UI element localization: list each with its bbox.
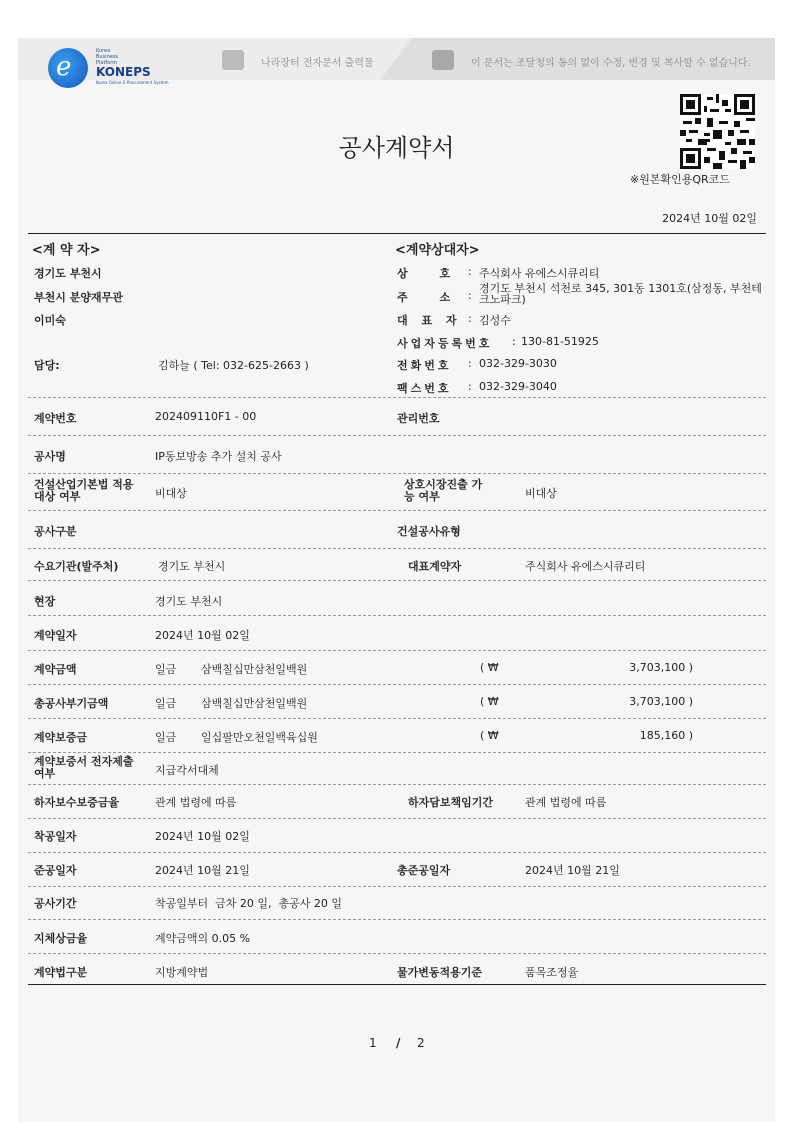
logo-sub-line-1: Korea [96, 48, 111, 54]
document-title: 공사계약서 [338, 134, 455, 162]
bond-number: 185,160 ) [639, 729, 693, 742]
copy-notice: 이 문서는 조달청의 동의 없이 수정, 변경 및 복사할 수 없습니다. [471, 58, 751, 69]
contract-no-value: 202409110F1 - 00 [155, 410, 257, 423]
mutual-label: 상호시장진출 가능 여부 [404, 478, 483, 503]
rep-value: 주식회사 유에스시큐리티 [525, 560, 646, 573]
total-end-value: 2024년 10월 21일 [525, 864, 620, 877]
contractor-line-1: 경기도 부천시 [34, 267, 102, 280]
total-end-label: 총준공일자 [397, 864, 451, 877]
delay-value: 계약금액의 0.05 % [155, 932, 251, 945]
amount-number: 3,703,100 ) [629, 661, 693, 674]
delay-label: 지체상금율 [34, 932, 88, 945]
contact-label: 담당: [34, 359, 60, 372]
end-value: 2024년 10월 21일 [155, 864, 250, 877]
start-label: 착공일자 [34, 830, 77, 843]
total-label: 총공사부기금액 [34, 697, 109, 710]
document-print-icon [222, 50, 244, 70]
defect-label: 하자보수보증금율 [34, 796, 120, 809]
start-value: 2024년 10월 02일 [155, 830, 250, 843]
printer-icon [432, 50, 454, 70]
price-label: 물가변동적용기준 [397, 966, 483, 979]
constr-law-value: 비대상 [155, 487, 187, 500]
ebond-label: 계약보증서 전자제출여부 [34, 755, 134, 780]
top-rule [28, 233, 766, 234]
client-label: 수요기관(발주처) [34, 560, 119, 573]
contractor-heading: <계 약 자> [32, 243, 101, 258]
qr-note: ※원본확인용QR코드 [630, 173, 730, 186]
period-value: 착공일부터 금차 20 일, 총공사 20 일 [155, 897, 342, 910]
amount-words: 삼백칠십만삼천일백원 [201, 663, 308, 676]
bond-prefix: 일금 [155, 731, 177, 744]
bond-open: ( ₩ [480, 729, 499, 742]
cp-value-bizno: 130-81-51925 [521, 335, 599, 348]
price-value: 품목조정율 [525, 966, 579, 979]
logo-bottom: Korea Online E-Procurement System [96, 80, 169, 85]
amount-open: ( ₩ [480, 661, 499, 674]
page-separator: / [396, 1036, 401, 1050]
cp-label-phone: 전화번호 [397, 359, 452, 372]
bond-words: 일십팔만오천일백육십원 [201, 731, 318, 744]
total-open: ( ₩ [480, 695, 499, 708]
total-words: 삼백칠십만삼천일백원 [201, 697, 308, 710]
total-number: 3,703,100 ) [629, 695, 693, 708]
liability-label: 하자담보책임기간 [408, 796, 494, 809]
type-label: 건설공사유형 [397, 525, 461, 538]
total-prefix: 일금 [155, 697, 177, 710]
cp-value-name: 주식회사 유에스시큐리티 [479, 267, 600, 280]
ebond-value: 지급각서대체 [155, 764, 219, 777]
project-label: 공사명 [34, 450, 66, 463]
logo-sub-line-2: Business [96, 54, 119, 60]
mutual-value: 비대상 [525, 487, 557, 500]
bottom-rule [28, 984, 766, 985]
document-date: 2024년 10월 02일 [662, 212, 757, 225]
contract-date-value: 2024년 10월 02일 [155, 629, 250, 642]
cp-value-phone: 032-329-3030 [479, 357, 557, 370]
cp-value-address: 경기도 부천시 석천로 345, 301동 1301호(삼정동, 부천테크노파크) [479, 282, 762, 306]
mgmt-no-label: 관리번호 [397, 412, 440, 425]
logo-sub-line-3: Platform [96, 60, 118, 66]
print-label: 나라장터 전자문서 출력물 [261, 58, 374, 69]
qr-code-icon [680, 94, 755, 169]
amount-label: 계약금액 [34, 663, 77, 676]
site-value: 경기도 부천시 [155, 595, 223, 608]
amount-prefix: 일금 [155, 663, 177, 676]
document-sheet: e Korea Business Platform KONEPS Korea Online E-Procurement System 나라장터 전자문서 출력물 이 문서는 조달청의 동의 없이 수정, 변경 및 복사할 수 없습니다. 공사계약서 ※원본확인용QR코드 2024년 10월 02일 <계 약 자> 경기도 부천시 부천시 분양재무관 이미숙 담당: 김하늘 ( Tel: 032-625-2663 ) <계약상대자> 상 호 : 주식회사 유에스시큐리티 주 소 : 경기도 부천시 석천로 345, 301동 1301호(삼정동, 부천테크노파크) 대 표 자 : 김성수 사업자등록번호 : 130-81-51925 전화번호 : 032-329-3030 팩스번호 : 032-329-3040 계약번호 202409110F1 - 00 관리번호 공사명 IP동보방송 추가 설치 공사 건설산업기본법 적용 대상 여부 비대상 상호시장진출 가능 여부 비대상 공사구분 건설공사유형 수요기관(발주처) 경기도 부천시 대표계약자 주식회사 유에스시큐리티 현장 경기도 부천시 계약일자 2024년 10월 02일 계약금액 일금 삼백칠십만삼천일백원 ( ₩ 3,703,100 ) 총공사부기금액 일금 삼백칠십만삼천일백원 ( ₩ 3,703,100 ) 계약보증금 일금 일십팔만오천일백육십원 ( ₩ 185,160 ) 계약보증서 전자제출여부 지급각서대체 하자보수보증금율 관계 법령에 따름 하자담보책임기간 관계 법령에 따름 착공일자 2024년 10월 02일 준공일자 2024년 10월 21일 총준공일자 2024년 10월 21일 공사기간 착공일부터 금차 20 일, 총공사 20 일 지체상금율 계약금액의 0.05 % 계약법구분 지방계약법 물가변동적용기준 품목조정율 1 / 2 [18, 38, 775, 1122]
contract-date-label: 계약일자 [34, 629, 77, 642]
end-label: 준공일자 [34, 864, 77, 877]
liability-value: 관계 법령에 따름 [525, 796, 607, 809]
page-total: 2 [417, 1036, 425, 1050]
koneps-logo-icon: e [48, 48, 88, 88]
contractor-line-2: 부천시 분양재무관 [34, 291, 123, 304]
law-label: 계약법구분 [34, 966, 88, 979]
cp-label-name: 상 호 [397, 267, 465, 280]
constr-law-label: 건설산업기본법 적용 대상 여부 [34, 478, 134, 503]
logo-name: KONEPS [96, 65, 151, 79]
site-label: 현장 [34, 595, 56, 608]
cp-value-ceo: 김성수 [479, 314, 511, 327]
defect-value: 관계 법령에 따름 [155, 796, 237, 809]
contractor-line-3: 이미숙 [34, 314, 66, 327]
cp-value-fax: 032-329-3040 [479, 380, 557, 393]
page-current: 1 [369, 1036, 377, 1050]
cp-label-bizno: 사업자등록번호 [397, 337, 493, 350]
cp-label-ceo: 대 표 자 [397, 314, 462, 327]
cp-label-address: 주 소 [397, 291, 465, 304]
project-value: IP동보방송 추가 설치 공사 [155, 450, 282, 463]
period-label: 공사기간 [34, 897, 77, 910]
contact-value: 김하늘 ( Tel: 032-625-2663 ) [158, 359, 309, 372]
client-value: 경기도 부천시 [158, 560, 226, 573]
bond-label: 계약보증금 [34, 731, 88, 744]
law-value: 지방계약법 [155, 966, 209, 979]
category-label: 공사구분 [34, 525, 77, 538]
contract-no-label: 계약번호 [34, 412, 77, 425]
counterparty-heading: <계약상대자> [395, 243, 480, 258]
rep-label: 대표계약자 [408, 560, 462, 573]
cp-label-fax: 팩스번호 [397, 382, 452, 395]
